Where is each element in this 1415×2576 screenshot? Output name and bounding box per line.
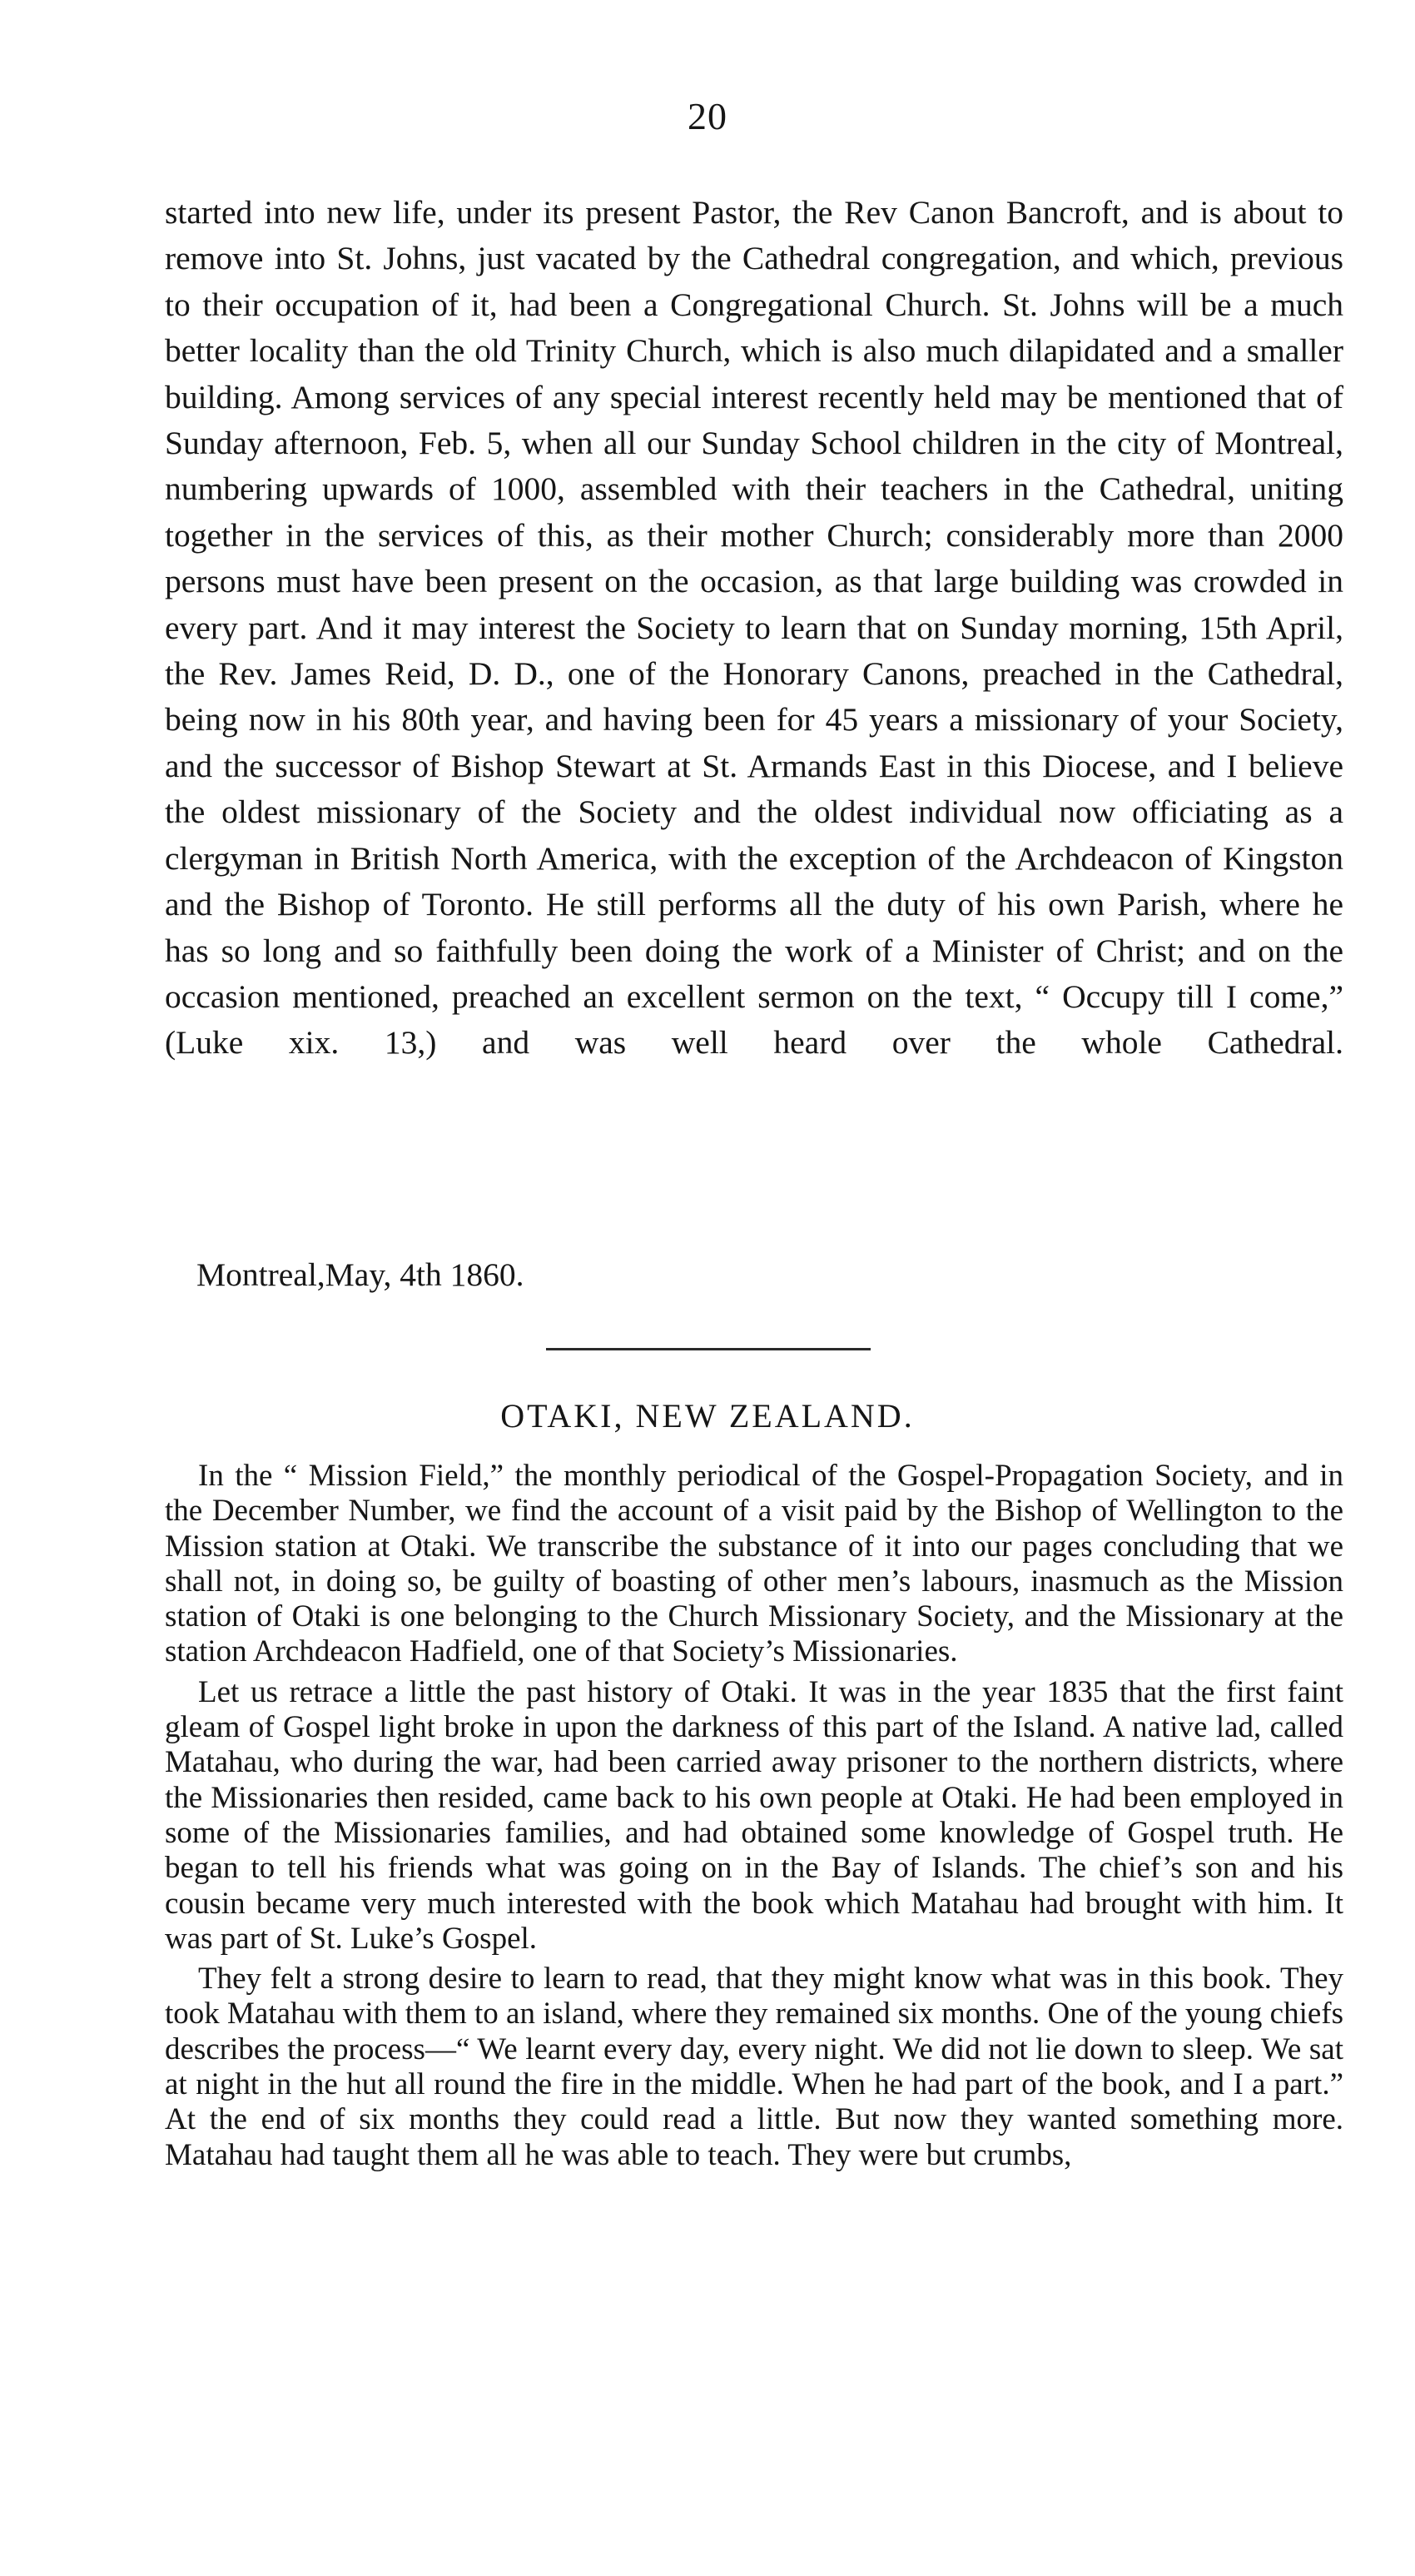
article-body (165, 1459, 1343, 2178)
article-paragraph: Let us retrace a little the past history of Otaki. It was in the year 1835 that the first faint gleam of Gospel light broke in upon the darkness of this part of the Island. A native lad, called Matahau, who during the war, had been carried away prisoner to the northern districts, where the Missionaries then resided, came back to his own people at Otaki. He had been employed in some of the Missionaries families, and had obtained some knowledge of Gospel truth. He began to tell his friends what was going on in the Bay of Islands. The chief’s son and his cousin became very much interested with the book which Matahau had brought with him. It was part of St. Luke’s Gospel. (165, 1674, 1343, 1956)
section-divider (546, 1348, 871, 1350)
article-title: OTAKI, NEW ZEALAND. (500, 1397, 915, 1435)
article-paragraph: They felt a strong desire to learn to read, that they might know what was in this book. They took Matahau with them to an island, where they remained six months. One of the young chiefs describes the process—“ We learnt every day, every night. We did not lie down to sleep. We sat at night in the hut all round the fire in the middle. When he had part of the book, and I a part.” At the end of six months they could read a little. But now they wanted something more. Matahau had taught them all he was able to teach. They were but crumbs, (165, 1962, 1343, 2172)
article-paragraph: In the “ Mission Field,” the monthly periodical of the Gospel-Propagation Society, and in the December Number, we find the account of a visit paid by the Bishop of Wellington to the Mission station at Otaki. We transcribe the substance of it into our pages concluding that we shall not, in doing so, be guilty of boasting of other men’s labours, inasmuch as the Mission station of Otaki is one belonging to the Church Missionary Society, and the Missionary at the station Archdeacon Hadfield, one of that Society’s Missionaries. (165, 1459, 1343, 1669)
letter-dateline: Montreal,May, 4th 1860. (196, 1256, 524, 1293)
page-number: 20 (688, 95, 727, 137)
letter-continuation: started into new life, under its present Pastor, the Rev Canon Bancroft, and is about to remove into St. Johns, just vacated by the Cathedral congregation, and which, previous to their occupation of it, had been a Congregational Church. St. Johns will be a much better locality than the old Trinity Church, which is also much dilapidated and a smaller building. Among services of any special interest recently held may be mentioned that of Sunday afternoon, Feb. 5, when all our Sunday School children in the city of Montreal, numbering upwards of 1000, assembled with their teachers in the Cathedral, uniting together in the services of this, as their mother Church; considerably more than 2000 persons must have been present on the occasion, as that large building was crowded in every part. And it may interest the Society to learn that on Sunday morning, 15th April, the Rev. James Reid, D. D., one of the Honorary Canons, preached in the Cathedral, being now in his 80th year, and having been for 45 years a missionary of your Society, and the successor of Bishop Stewart at St. Armands East in this Diocese, and I believe the oldest missionary of the Society and the oldest individual now officiating as a clergyman in British North America, with the exception of the Archdeacon of Kingston and the Bishop of Toronto. He still performs all the duty of his own Parish, where he has so long and so faithfully been doing the work of a Minister of Christ; and on the occasion mentioned, preached an excellent sermon on the text, “ Occupy till I come,” (Luke xix. 13,) and was well heard over the whole Cathedral. (165, 194, 1343, 1062)
